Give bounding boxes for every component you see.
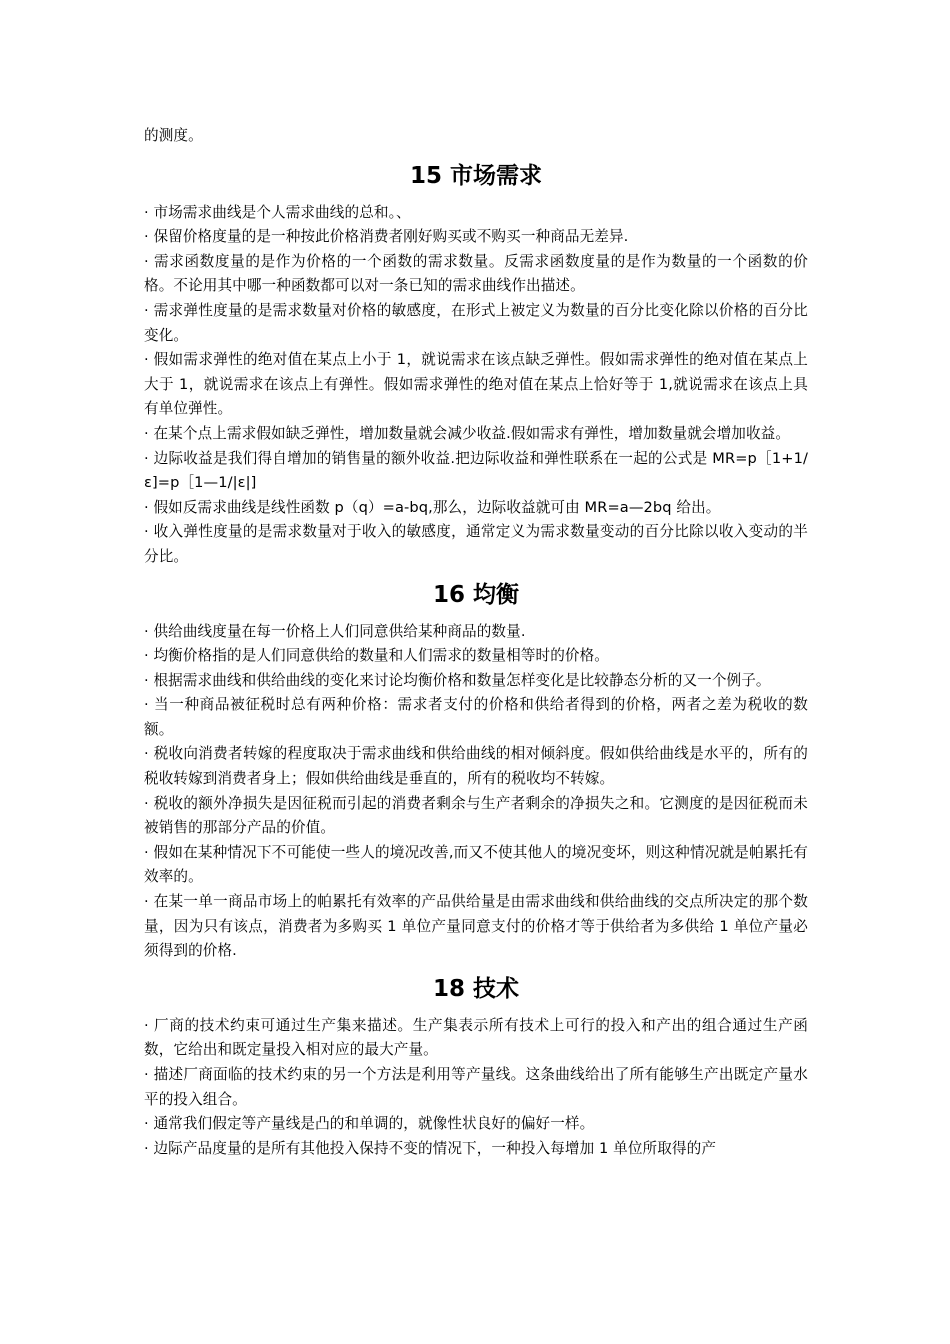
section-title: 15 市场需求 <box>409 162 542 189</box>
bullet-paragraph: · 供给曲线度量在每一价格上人们同意供给某种商品的数量. <box>144 622 526 640</box>
document-page <box>144 124 808 1161</box>
bullet-paragraph: · 需求函数度量的是作为价格的一个函数的需求数量。反需求函数度量的是作为数量的一个函数的价格。不论用其中哪一种函数都可以对一条已知的需求曲线作出描述。 <box>144 252 808 295</box>
bullet-paragraph: · 保留价格度量的是一种按此价格消费者刚好购买或不购买一种商品无差异. <box>144 228 629 246</box>
bullet-paragraph: · 在某一单一商品市场上的帕累托有效率的产品供给量是由需求曲线和供给曲线的交点所决定的那个数量，因为只有该点，消费者为多购买 1 单位产量同意支付的价格才等于供给者为多供给 1 单位产量必须得到的价格. <box>144 893 808 960</box>
bullet-paragraph: · 需求弹性度量的是需求数量对价格的敏感度，在形式上被定义为数量的百分比变化除以价格的百分比变化。 <box>144 301 808 344</box>
bullet-paragraph: · 厂商的技术约束可通过生产集来描述。生产集表示所有技术上可行的投入和产出的组合通过生产函数，它给出和既定量投入相对应的最大产量。 <box>144 1016 808 1059</box>
bullet-paragraph: · 当一种商品被征税时总有两种价格：需求者支付的价格和供给者得到的价格，两者之差为税收的数额。 <box>144 696 808 738</box>
bullet-paragraph: · 假如需求弹性的绝对值在某点上小于 1，就说需求在该点缺乏弹性。假如需求弹性的绝对值在某点上大于 1，就说需求在该点上有弹性。假如需求弹性的绝对值在某点上恰好等于 1,就说需求在该点上具有单位弹性。 <box>144 351 808 418</box>
bullet-paragraph: · 根据需求曲线和供给曲线的变化来讨论均衡价格和数量怎样变化是比较静态分析的又一个例子。 <box>144 671 771 689</box>
section-title: 18 技术 <box>432 975 519 1002</box>
section-title: 16 均衡 <box>432 581 519 608</box>
bullet-paragraph: · 税收的额外净损失是因征税而引起的消费者剩余与生产者剩余的净损失之和。它测度的是因征税而未被销售的那部分产品的价值。 <box>144 794 808 837</box>
section-equilibrium <box>144 580 808 964</box>
bullet-paragraph: · 通常我们假定等产量线是凸的和单调的，就像性状良好的偏好一样。 <box>144 1115 595 1133</box>
bullet-paragraph: · 描述厂商面临的技术约束的另一个方法是利用等产量线。这条曲线给出了所有能够生产出既定产量水平的投入组合。 <box>144 1066 808 1108</box>
bullet-paragraph: · 收入弹性度量的是需求数量对于收入的敏感度，通常定义为需求数量变动的百分比除以收入变动的半分比。 <box>144 523 808 565</box>
bullet-paragraph: · 均衡价格指的是人们同意供给的数量和人们需求的数量相等时的价格。 <box>144 647 609 665</box>
bullet-paragraph: · 边际收益是我们得自增加的销售量的额外收益.把边际收益和弹性联系在一起的公式是 MR=p［1+1/ε]=p［1—1/|ε|] <box>144 449 808 492</box>
bullet-paragraph: · 在某个点上需求假如缺乏弹性，增加数量就会减少收益.假如需求有弹性，增加数量就会增加收益。 <box>144 424 791 442</box>
bullet-paragraph: · 市场需求曲线是个人需求曲线的总和。、 <box>144 203 411 221</box>
section-technology <box>144 974 808 1162</box>
bullet-paragraph: · 税收向消费者转嫁的程度取决于需求曲线和供给曲线的相对倾斜度。假如供给曲线是水平的，所有的税收转嫁到消费者身上；假如供给曲线是垂直的，所有的税收均不转嫁。 <box>144 745 808 788</box>
bullet-paragraph: · 边际产品度量的是所有其他投入保持不变的情况下，一种投入每增加 1 单位所取得的产 <box>144 1139 717 1157</box>
section-market-demand <box>144 161 808 570</box>
lead-paragraph: 的测度。 <box>144 127 203 144</box>
bullet-paragraph: · 假如反需求曲线是线性函数 p（q）=a-bq,那么，边际收益就可由 MR=a—2bq 给出。 <box>144 498 721 516</box>
bullet-paragraph: · 假如在某种情况下不可能使一些人的境况改善,而又不使其他人的境况变坏，则这种情况就是帕累托有效率的。 <box>144 843 808 886</box>
